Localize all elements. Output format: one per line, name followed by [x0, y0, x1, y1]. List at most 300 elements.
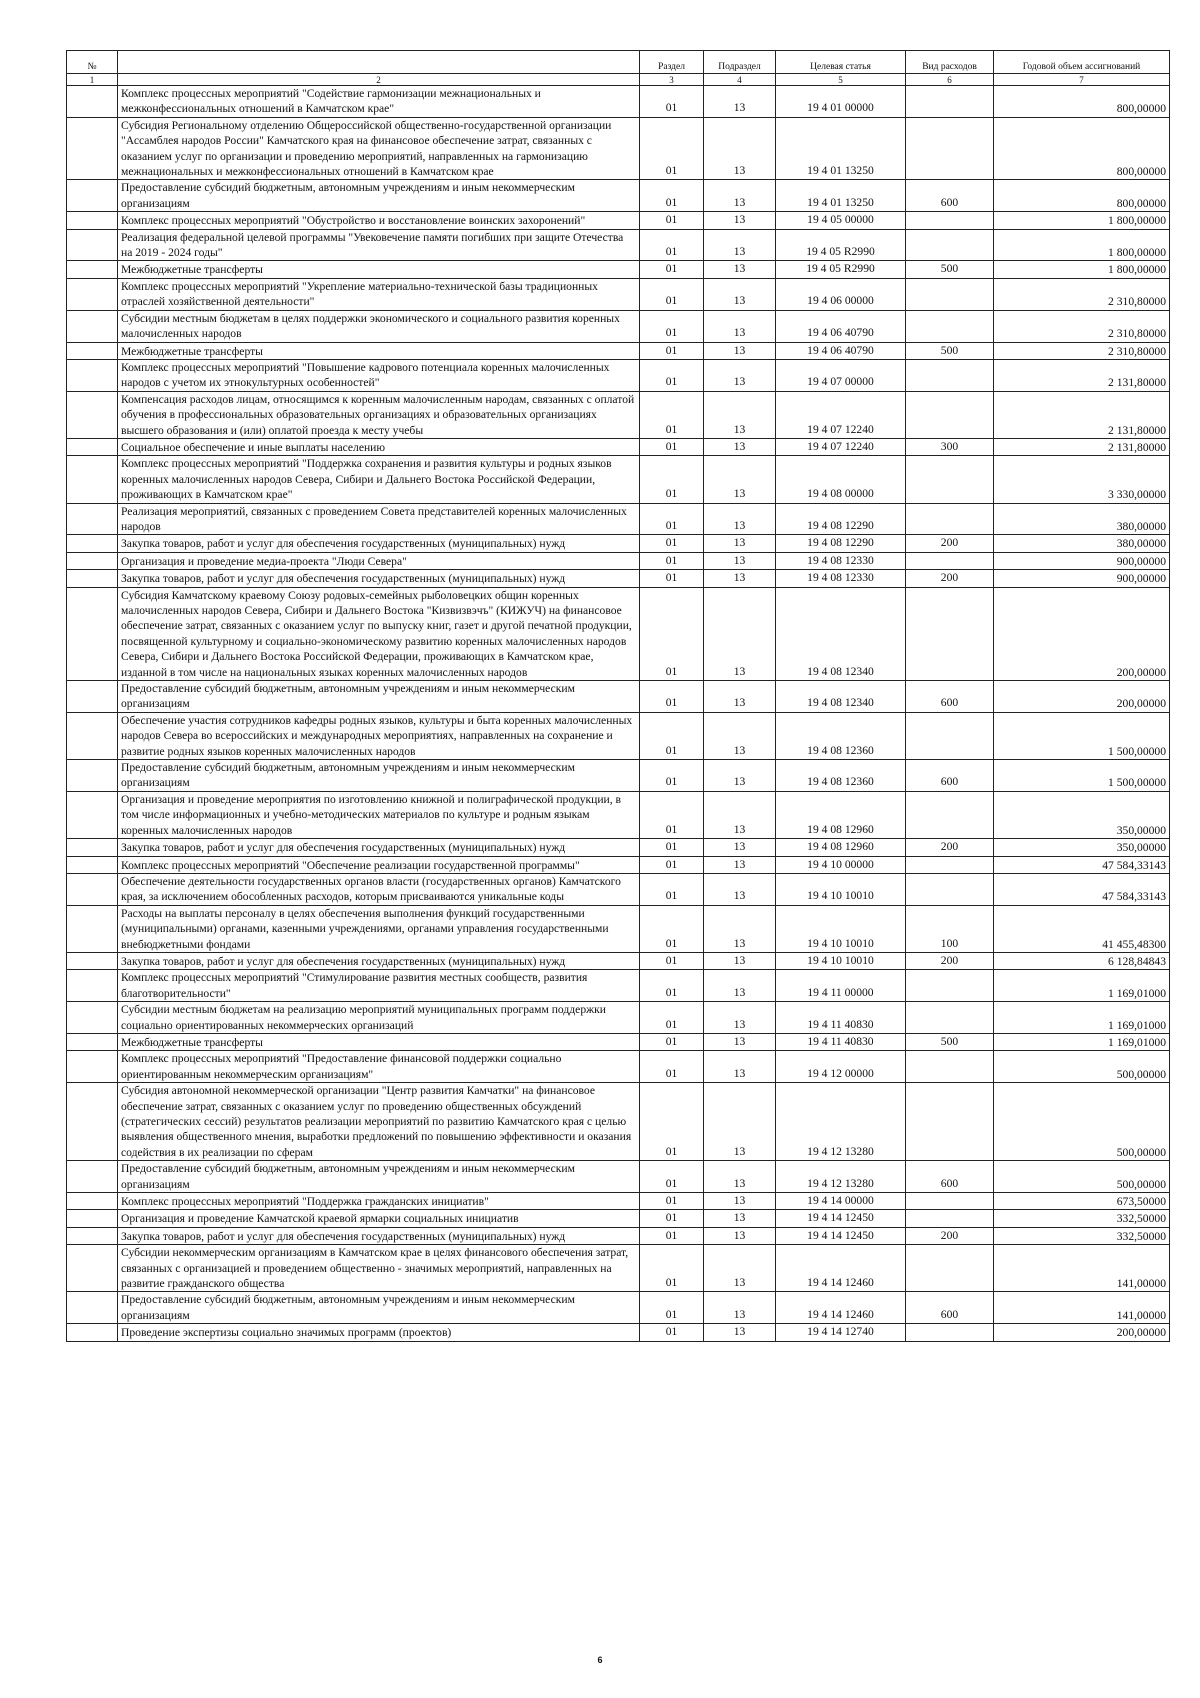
table-row: [67, 212, 1170, 229]
table-row: [67, 856, 1170, 873]
target-article-cell: 19 4 14 12450: [776, 1227, 906, 1244]
target-article-cell: 19 4 01 13250: [776, 180, 906, 212]
razdel-cell: 01: [640, 1227, 704, 1244]
table-row: [67, 1083, 1170, 1161]
expense-name-cell: Межбюджетные трансферты: [118, 1033, 640, 1050]
table-row: [67, 587, 1170, 680]
row-number-cell: [67, 856, 118, 873]
razdel-cell: 01: [640, 760, 704, 792]
amount-cell: 500,00000: [994, 1083, 1170, 1161]
target-article-cell: 19 4 06 00000: [776, 278, 906, 310]
expense-name-cell: Реализация федеральной целевой программы "Увековечение памяти погибших при защите Отечества на 2019 - 2024 годы": [118, 229, 640, 261]
table-row: [67, 535, 1170, 552]
razdel-cell: 01: [640, 359, 704, 391]
row-number-cell: [67, 86, 118, 118]
target-article-cell: 19 4 08 12330: [776, 570, 906, 587]
colnum-2: 2: [118, 74, 640, 86]
row-number-cell: [67, 1324, 118, 1341]
razdel-cell: 01: [640, 1083, 704, 1161]
amount-cell: 1 169,01000: [994, 970, 1170, 1002]
podrazdel-cell: 13: [704, 535, 776, 552]
table-row: [67, 873, 1170, 905]
razdel-cell: 01: [640, 310, 704, 342]
row-number-cell: [67, 570, 118, 587]
razdel-cell: 01: [640, 86, 704, 118]
expense-type-cell: 200: [906, 535, 994, 552]
target-article-cell: 19 4 08 12330: [776, 552, 906, 569]
row-number-cell: [67, 1245, 118, 1292]
target-article-cell: 19 4 14 12740: [776, 1324, 906, 1341]
target-article-cell: 19 4 10 00000: [776, 856, 906, 873]
razdel-cell: 01: [640, 1193, 704, 1210]
podrazdel-cell: 13: [704, 1033, 776, 1050]
table-row: [67, 1002, 1170, 1034]
podrazdel-cell: 13: [704, 1210, 776, 1227]
table-row: [67, 229, 1170, 261]
podrazdel-cell: 13: [704, 503, 776, 535]
expense-type-cell: [906, 391, 994, 438]
podrazdel-cell: 13: [704, 1193, 776, 1210]
target-article-cell: 19 4 07 00000: [776, 359, 906, 391]
expense-type-cell: 100: [906, 905, 994, 952]
colnum-1: 1: [67, 74, 118, 86]
razdel-cell: 01: [640, 1324, 704, 1341]
amount-cell: 41 455,48300: [994, 905, 1170, 952]
table-row: [67, 278, 1170, 310]
colnum-5: 5: [776, 74, 906, 86]
expense-type-cell: 200: [906, 839, 994, 856]
table-row: [67, 952, 1170, 969]
expense-type-cell: 500: [906, 261, 994, 278]
budget-table: [66, 50, 1170, 1342]
expense-name-cell: Субсидия Региональному отделению Общероссийской общественно-государственной организации "Ассамблея народов России" Камчатского края на финансовое обеспечение затрат, связанных с оказанием услуг по организации и проведению мероприятий, направленных на гармонизацию межнациональных и межконфессиональных отношений в Камчатском крае: [118, 117, 640, 180]
header-target: Целевая статья: [776, 51, 906, 74]
expense-name-cell: Предоставление субсидий бюджетным, автономным учреждениям и иным некоммерческим организациям: [118, 760, 640, 792]
expense-name-cell: Закупка товаров, работ и услуг для обеспечения государственных (муниципальных) нужд: [118, 1227, 640, 1244]
header-row: [67, 51, 1170, 74]
amount-cell: 1 500,00000: [994, 712, 1170, 759]
expense-type-cell: [906, 359, 994, 391]
expense-type-cell: 600: [906, 1292, 994, 1324]
podrazdel-cell: 13: [704, 1051, 776, 1083]
target-article-cell: 19 4 08 00000: [776, 456, 906, 503]
expense-name-cell: Социальное обеспечение и иные выплаты населению: [118, 438, 640, 455]
razdel-cell: 01: [640, 278, 704, 310]
row-number-cell: [67, 587, 118, 680]
razdel-cell: 01: [640, 587, 704, 680]
podrazdel-cell: 13: [704, 970, 776, 1002]
target-article-cell: 19 4 05 00000: [776, 212, 906, 229]
table-row: [67, 359, 1170, 391]
table-row: [67, 391, 1170, 438]
expense-name-cell: Организация и проведение медиа-проекта "Люди Севера": [118, 552, 640, 569]
podrazdel-cell: 13: [704, 456, 776, 503]
row-number-cell: [67, 1161, 118, 1193]
razdel-cell: 01: [640, 873, 704, 905]
expense-name-cell: Предоставление субсидий бюджетным, автономным учреждениям и иным некоммерческим организациям: [118, 681, 640, 713]
expense-name-cell: Субсидии некоммерческим организациям в Камчатском крае в целях финансового обеспечения затрат, связанных с организацией и проведением общественно - значимых мероприятий, направленных на развитие гражданского общества: [118, 1245, 640, 1292]
row-number-cell: [67, 278, 118, 310]
expense-type-cell: [906, 791, 994, 838]
expense-type-cell: [906, 873, 994, 905]
expense-name-cell: Компенсация расходов лицам, относящимся к коренным малочисленным народам, связанных с оплатой обучения в профессиональных образовательных организациях и образовательных организациях высшего образования и (или) оплатой проезда к месту учебы: [118, 391, 640, 438]
row-number-cell: [67, 535, 118, 552]
amount-cell: 141,00000: [994, 1245, 1170, 1292]
amount-cell: 200,00000: [994, 1324, 1170, 1341]
razdel-cell: 01: [640, 905, 704, 952]
podrazdel-cell: 13: [704, 310, 776, 342]
target-article-cell: 19 4 07 12240: [776, 438, 906, 455]
razdel-cell: 01: [640, 791, 704, 838]
amount-cell: 500,00000: [994, 1051, 1170, 1083]
expense-type-cell: [906, 86, 994, 118]
target-article-cell: 19 4 14 12460: [776, 1245, 906, 1292]
razdel-cell: 01: [640, 1033, 704, 1050]
target-article-cell: 19 4 01 13250: [776, 117, 906, 180]
table-row: [67, 456, 1170, 503]
podrazdel-cell: 13: [704, 760, 776, 792]
header-expense-type: Вид расходов: [906, 51, 994, 74]
target-article-cell: 19 4 14 00000: [776, 1193, 906, 1210]
amount-cell: 2 131,80000: [994, 359, 1170, 391]
podrazdel-cell: 13: [704, 391, 776, 438]
expense-name-cell: Комплекс процессных мероприятий "Повышение кадрового потенциала коренных малочисленных народов с учетом их этнокультурных особенностей": [118, 359, 640, 391]
row-number-cell: [67, 117, 118, 180]
target-article-cell: 19 4 08 12360: [776, 760, 906, 792]
row-number-cell: [67, 681, 118, 713]
row-number-cell: [67, 1033, 118, 1050]
colnum-3: 3: [640, 74, 704, 86]
page-number: 6: [597, 1655, 603, 1665]
table-row: [67, 1033, 1170, 1050]
header-amount: Годовой объем ассигнований: [994, 51, 1170, 74]
expense-name-cell: Комплекс процессных мероприятий "Поддержка гражданских инициатив": [118, 1193, 640, 1210]
table-row: [67, 905, 1170, 952]
podrazdel-cell: 13: [704, 212, 776, 229]
expense-name-cell: Субсидии местным бюджетам на реализацию мероприятий муниципальных программ поддержки социально ориентированных некоммерческих организаций: [118, 1002, 640, 1034]
amount-cell: 673,50000: [994, 1193, 1170, 1210]
row-number-cell: [67, 503, 118, 535]
table-row: [67, 1051, 1170, 1083]
row-number-cell: [67, 359, 118, 391]
razdel-cell: 01: [640, 1292, 704, 1324]
row-number-cell: [67, 456, 118, 503]
expense-type-cell: 600: [906, 180, 994, 212]
row-number-cell: [67, 970, 118, 1002]
row-number-cell: [67, 1051, 118, 1083]
razdel-cell: 01: [640, 180, 704, 212]
row-number-cell: [67, 342, 118, 359]
expense-type-cell: [906, 1324, 994, 1341]
expense-type-cell: [906, 712, 994, 759]
podrazdel-cell: 13: [704, 180, 776, 212]
target-article-cell: 19 4 08 12290: [776, 503, 906, 535]
amount-cell: 200,00000: [994, 681, 1170, 713]
amount-cell: 900,00000: [994, 570, 1170, 587]
row-number-cell: [67, 791, 118, 838]
razdel-cell: 01: [640, 1002, 704, 1034]
target-article-cell: 19 4 01 00000: [776, 86, 906, 118]
amount-cell: 1 800,00000: [994, 261, 1170, 278]
expense-name-cell: Комплекс процессных мероприятий "Обустройство и восстановление воинских захоронений": [118, 212, 640, 229]
target-article-cell: 19 4 08 12960: [776, 791, 906, 838]
amount-cell: 2 131,80000: [994, 391, 1170, 438]
target-article-cell: 19 4 05 R2990: [776, 261, 906, 278]
target-article-cell: 19 4 10 10010: [776, 905, 906, 952]
amount-cell: 380,00000: [994, 503, 1170, 535]
expense-name-cell: Комплекс процессных мероприятий "Поддержка сохранения и развития культуры и родных языков коренных малочисленных народов Севера, Сибири и Дальнего Востока Российской Федерации, проживающих в Камчатском крае": [118, 456, 640, 503]
expense-type-cell: 200: [906, 952, 994, 969]
razdel-cell: 01: [640, 681, 704, 713]
amount-cell: 332,50000: [994, 1227, 1170, 1244]
table-row: [67, 791, 1170, 838]
podrazdel-cell: 13: [704, 570, 776, 587]
expense-type-cell: 600: [906, 1161, 994, 1193]
razdel-cell: 01: [640, 503, 704, 535]
expense-name-cell: Комплекс процессных мероприятий "Укрепление материально-технической базы традиционных отраслей хозяйственной деятельности": [118, 278, 640, 310]
row-number-cell: [67, 1210, 118, 1227]
target-article-cell: 19 4 14 12460: [776, 1292, 906, 1324]
amount-cell: 350,00000: [994, 839, 1170, 856]
row-number-cell: [67, 760, 118, 792]
table-row: [67, 310, 1170, 342]
row-number-cell: [67, 229, 118, 261]
expense-type-cell: 600: [906, 760, 994, 792]
podrazdel-cell: 13: [704, 1227, 776, 1244]
razdel-cell: 01: [640, 117, 704, 180]
expense-type-cell: [906, 456, 994, 503]
target-article-cell: 19 4 12 00000: [776, 1051, 906, 1083]
header-no: №: [67, 51, 118, 74]
expense-type-cell: [906, 970, 994, 1002]
expense-type-cell: [906, 1051, 994, 1083]
table-row: [67, 760, 1170, 792]
amount-cell: 380,00000: [994, 535, 1170, 552]
expense-type-cell: [906, 1002, 994, 1034]
expense-name-cell: Реализация мероприятий, связанных с проведением Совета представителей коренных малочисленных народов: [118, 503, 640, 535]
colnum-4: 4: [704, 74, 776, 86]
amount-cell: 1 500,00000: [994, 760, 1170, 792]
expense-name-cell: Предоставление субсидий бюджетным, автономным учреждениям и иным некоммерческим организациям: [118, 180, 640, 212]
amount-cell: 47 584,33143: [994, 873, 1170, 905]
expense-type-cell: [906, 229, 994, 261]
razdel-cell: 01: [640, 261, 704, 278]
expense-type-cell: [906, 117, 994, 180]
target-article-cell: 19 4 11 40830: [776, 1033, 906, 1050]
razdel-cell: 01: [640, 1245, 704, 1292]
expense-name-cell: Обеспечение участия сотрудников кафедры родных языков, культуры и быта коренных малочисленных народов Севера во всероссийских и международных мероприятиях, направленных на сохранение и развитие родных языков коренных малочисленных народов: [118, 712, 640, 759]
table-row: [67, 1324, 1170, 1341]
expense-name-cell: Комплекс процессных мероприятий "Обеспечение реализации государственной программы": [118, 856, 640, 873]
expense-type-cell: 500: [906, 1033, 994, 1050]
expense-name-cell: Закупка товаров, работ и услуг для обеспечения государственных (муниципальных) нужд: [118, 839, 640, 856]
table-body: [67, 86, 1170, 1342]
table-row: [67, 342, 1170, 359]
razdel-cell: 01: [640, 856, 704, 873]
row-number-cell: [67, 839, 118, 856]
razdel-cell: 01: [640, 712, 704, 759]
expense-type-cell: 500: [906, 342, 994, 359]
table-row: [67, 1161, 1170, 1193]
row-number-cell: [67, 905, 118, 952]
header-razdel: Раздел: [640, 51, 704, 74]
row-number-cell: [67, 180, 118, 212]
expense-type-cell: [906, 278, 994, 310]
expense-type-cell: 200: [906, 1227, 994, 1244]
colnum-6: 6: [906, 74, 994, 86]
razdel-cell: 01: [640, 342, 704, 359]
target-article-cell: 19 4 05 R2990: [776, 229, 906, 261]
amount-cell: 2 131,80000: [994, 438, 1170, 455]
expense-type-cell: [906, 1245, 994, 1292]
razdel-cell: 01: [640, 1161, 704, 1193]
table-row: [67, 681, 1170, 713]
amount-cell: 2 310,80000: [994, 310, 1170, 342]
target-article-cell: 19 4 10 10010: [776, 873, 906, 905]
target-article-cell: 19 4 06 40790: [776, 342, 906, 359]
row-number-cell: [67, 438, 118, 455]
expense-name-cell: Комплекс процессных мероприятий "Стимулирование развития местных сообществ, развития благотворительности": [118, 970, 640, 1002]
amount-cell: 350,00000: [994, 791, 1170, 838]
podrazdel-cell: 13: [704, 856, 776, 873]
expense-type-cell: 600: [906, 681, 994, 713]
target-article-cell: 19 4 08 12340: [776, 587, 906, 680]
podrazdel-cell: 13: [704, 712, 776, 759]
table-row: [67, 1210, 1170, 1227]
podrazdel-cell: 13: [704, 1292, 776, 1324]
expense-name-cell: Предоставление субсидий бюджетным, автономным учреждениям и иным некоммерческим организациям: [118, 1161, 640, 1193]
amount-cell: 1 169,01000: [994, 1002, 1170, 1034]
podrazdel-cell: 13: [704, 359, 776, 391]
expense-type-cell: [906, 587, 994, 680]
expense-type-cell: [906, 1083, 994, 1161]
razdel-cell: 01: [640, 391, 704, 438]
table-row: [67, 117, 1170, 180]
razdel-cell: 01: [640, 212, 704, 229]
row-number-cell: [67, 261, 118, 278]
amount-cell: 1 800,00000: [994, 229, 1170, 261]
expense-name-cell: Субсидия автономной некоммерческой организации "Центр развития Камчатки" на финансовое обеспечение затрат, связанных с оказанием услуг по проведению общественных обсуждений (стратегических сессий) результатов реализации мероприятий по развитию Камчатского края с целью выявления общественного мнения, выработки предложений по повышению эффективности и оказания содействия в их реализации по сферам: [118, 1083, 640, 1161]
razdel-cell: 01: [640, 839, 704, 856]
expense-name-cell: Обеспечение деятельности государственных органов власти (государственных органов) Камчатского края, за исключением обособленных расходов, которым присваиваются уникальные коды: [118, 873, 640, 905]
expense-name-cell: Межбюджетные трансферты: [118, 342, 640, 359]
razdel-cell: 01: [640, 970, 704, 1002]
expense-name-cell: Расходы на выплаты персоналу в целях обеспечения выполнения функций государственными (муниципальными) органами, казенными учреждениями, органами управления государственными внебюджетными фондами: [118, 905, 640, 952]
amount-cell: 47 584,33143: [994, 856, 1170, 873]
row-number-cell: [67, 1002, 118, 1034]
table-row: [67, 1245, 1170, 1292]
expense-type-cell: [906, 1193, 994, 1210]
amount-cell: 900,00000: [994, 552, 1170, 569]
target-article-cell: 19 4 08 12340: [776, 681, 906, 713]
row-number-cell: [67, 391, 118, 438]
amount-cell: 2 310,80000: [994, 278, 1170, 310]
expense-type-cell: [906, 310, 994, 342]
podrazdel-cell: 13: [704, 1083, 776, 1161]
colnum-7: 7: [994, 74, 1170, 86]
table-row: [67, 180, 1170, 212]
row-number-cell: [67, 873, 118, 905]
expense-type-cell: [906, 212, 994, 229]
expense-name-cell: Проведение экспертизы социально значимых программ (проектов): [118, 1324, 640, 1341]
razdel-cell: 01: [640, 952, 704, 969]
amount-cell: 500,00000: [994, 1161, 1170, 1193]
podrazdel-cell: 13: [704, 1002, 776, 1034]
target-article-cell: 19 4 11 00000: [776, 970, 906, 1002]
razdel-cell: 01: [640, 570, 704, 587]
row-number-cell: [67, 1292, 118, 1324]
row-number-cell: [67, 1083, 118, 1161]
table-row: [67, 503, 1170, 535]
podrazdel-cell: 13: [704, 791, 776, 838]
expense-type-cell: [906, 552, 994, 569]
amount-cell: 800,00000: [994, 180, 1170, 212]
expense-name-cell: Комплекс процессных мероприятий "Содействие гармонизации межнациональных и межконфессиональных отношений в Камчатском крае": [118, 86, 640, 118]
expense-name-cell: Субсидия Камчатскому краевому Союзу родовых-семейных рыболовецких общин коренных малочисленных народов Севера, Сибири и Дальнего Востока "Кизвизвэчъ" (КИЖУЧ) на финансовое обеспечение затрат, связанных с оказанием услуг по выпуску книг, газет и другой печатной продукции, посвященной культурному и социально-экономическому развитию коренных малочисленных народов Севера, Сибири и Дальнего Востока Российской Федерации, проживающих в Камчатском крае, изданной в том числе на национальных языках коренных малочисленных народов: [118, 587, 640, 680]
amount-cell: 332,50000: [994, 1210, 1170, 1227]
podrazdel-cell: 13: [704, 438, 776, 455]
table-row: [67, 261, 1170, 278]
row-number-cell: [67, 952, 118, 969]
razdel-cell: 01: [640, 229, 704, 261]
expense-name-cell: Предоставление субсидий бюджетным, автономным учреждениям и иным некоммерческим организациям: [118, 1292, 640, 1324]
amount-cell: 6 128,84843: [994, 952, 1170, 969]
row-number-cell: [67, 712, 118, 759]
target-article-cell: 19 4 08 12290: [776, 535, 906, 552]
podrazdel-cell: 13: [704, 261, 776, 278]
podrazdel-cell: 13: [704, 1324, 776, 1341]
podrazdel-cell: 13: [704, 587, 776, 680]
expense-name-cell: Закупка товаров, работ и услуг для обеспечения государственных (муниципальных) нужд: [118, 570, 640, 587]
expense-name-cell: Закупка товаров, работ и услуг для обеспечения государственных (муниципальных) нужд: [118, 952, 640, 969]
target-article-cell: 19 4 14 12450: [776, 1210, 906, 1227]
podrazdel-cell: 13: [704, 552, 776, 569]
amount-cell: 1 800,00000: [994, 212, 1170, 229]
podrazdel-cell: 13: [704, 229, 776, 261]
row-number-cell: [67, 212, 118, 229]
target-article-cell: 19 4 10 10010: [776, 952, 906, 969]
podrazdel-cell: 13: [704, 1245, 776, 1292]
podrazdel-cell: 13: [704, 873, 776, 905]
podrazdel-cell: 13: [704, 952, 776, 969]
table-row: [67, 1227, 1170, 1244]
podrazdel-cell: 13: [704, 681, 776, 713]
razdel-cell: 01: [640, 535, 704, 552]
expense-name-cell: Субсидии местным бюджетам в целях поддержки экономического и социального развития коренных малочисленных народов: [118, 310, 640, 342]
target-article-cell: 19 4 06 40790: [776, 310, 906, 342]
razdel-cell: 01: [640, 456, 704, 503]
row-number-cell: [67, 552, 118, 569]
podrazdel-cell: 13: [704, 342, 776, 359]
table-row: [67, 839, 1170, 856]
table-row: [67, 552, 1170, 569]
table-row: [67, 712, 1170, 759]
amount-cell: 1 169,01000: [994, 1033, 1170, 1050]
podrazdel-cell: 13: [704, 86, 776, 118]
table-row: [67, 970, 1170, 1002]
podrazdel-cell: 13: [704, 1161, 776, 1193]
amount-cell: 141,00000: [994, 1292, 1170, 1324]
podrazdel-cell: 13: [704, 905, 776, 952]
razdel-cell: 01: [640, 552, 704, 569]
target-article-cell: 19 4 08 12960: [776, 839, 906, 856]
expense-name-cell: Организация и проведение Камчатской краевой ярмарки социальных инициатив: [118, 1210, 640, 1227]
expense-type-cell: [906, 856, 994, 873]
target-article-cell: 19 4 12 13280: [776, 1161, 906, 1193]
table-row: [67, 1292, 1170, 1324]
podrazdel-cell: 13: [704, 278, 776, 310]
target-article-cell: 19 4 12 13280: [776, 1083, 906, 1161]
